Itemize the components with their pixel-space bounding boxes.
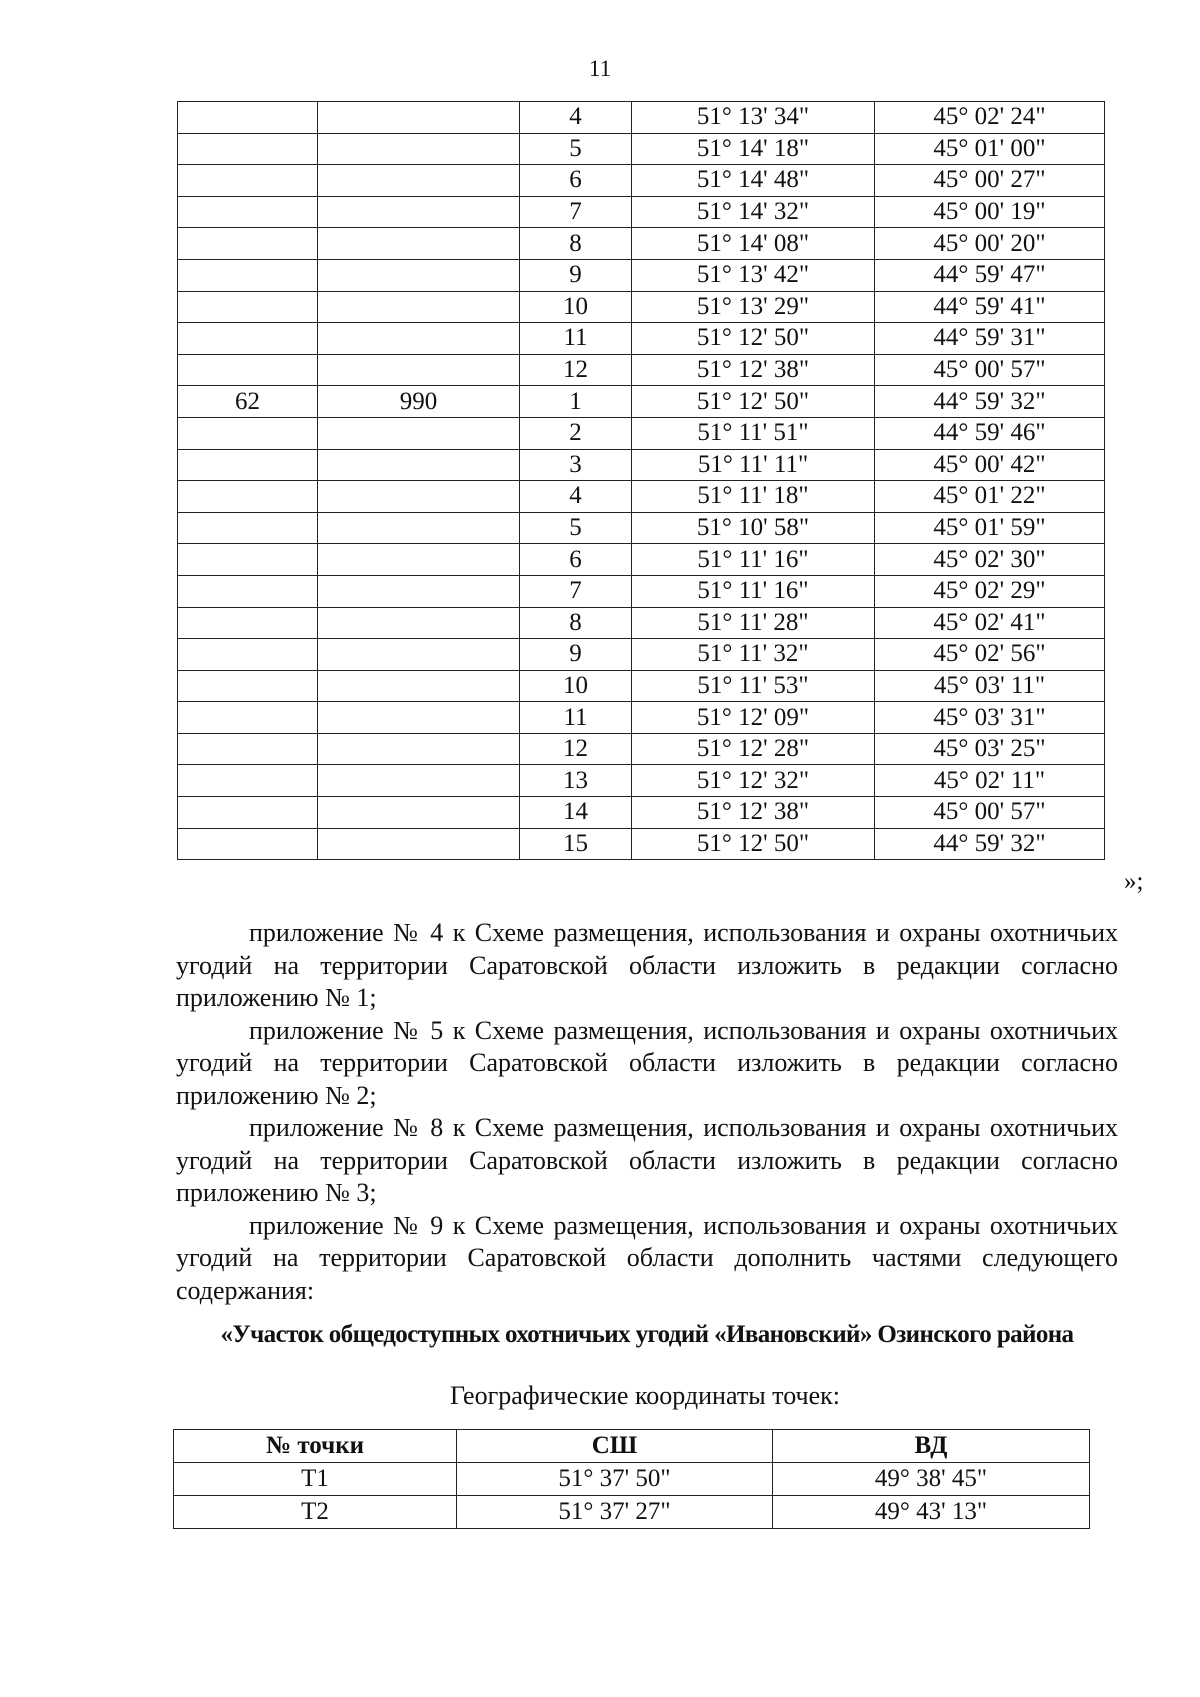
point-number-cell: 10: [520, 670, 632, 702]
table-row: [178, 228, 1105, 260]
point-number-cell: 5: [520, 512, 632, 544]
latitude-cell: 51° 14' 18": [632, 133, 875, 165]
point-number-cell: 1: [520, 386, 632, 418]
area-size-cell: 990: [318, 386, 520, 418]
point-number-cell: 7: [520, 575, 632, 607]
table-row: [178, 386, 1105, 418]
area-number-cell: [178, 607, 318, 639]
latitude-cell: 51° 12' 28": [632, 733, 875, 765]
longitude-cell: 45° 02' 30": [875, 544, 1105, 576]
point-number-cell: 13: [520, 765, 632, 797]
area-number-cell: [178, 354, 318, 386]
area-size-cell: [318, 133, 520, 165]
table-row: [178, 102, 1105, 134]
latitude-cell: 51° 11' 18": [632, 481, 875, 513]
latitude-cell: 51° 11' 28": [632, 607, 875, 639]
longitude-cell: 45° 03' 25": [875, 733, 1105, 765]
points-table: [173, 1429, 1090, 1529]
longitude-cell: 45° 03' 11": [875, 670, 1105, 702]
longitude-cell: 45° 00' 20": [875, 228, 1105, 260]
area-number-cell: [178, 196, 318, 228]
point-number-cell: 4: [520, 481, 632, 513]
area-size-cell: [318, 670, 520, 702]
table-row: [178, 639, 1105, 671]
point-id: Т2: [174, 1496, 457, 1529]
area-size-cell: [318, 639, 520, 671]
longitude-cell: 44° 59' 32": [875, 386, 1105, 418]
longitude-cell: 45° 01' 00": [875, 133, 1105, 165]
point-latitude: 51° 37' 50": [457, 1463, 773, 1496]
header-point-number: № точки: [174, 1430, 457, 1463]
area-number-cell: [178, 670, 318, 702]
area-number-cell: [178, 323, 318, 355]
area-size-cell: [318, 733, 520, 765]
area-size-cell: [318, 828, 520, 860]
table-row: [178, 354, 1105, 386]
latitude-cell: 51° 12' 32": [632, 765, 875, 797]
area-size-cell: [318, 228, 520, 260]
area-size-cell: [318, 102, 520, 134]
area-number-cell: [178, 544, 318, 576]
section-title: «Участок общедоступных охотничьих угодий «Ивановский» Озинского района: [220, 1321, 1074, 1348]
point-latitude: 51° 37' 27": [457, 1496, 773, 1529]
header-longitude: ВД: [773, 1430, 1090, 1463]
area-number-cell: [178, 702, 318, 734]
latitude-cell: 51° 10' 58": [632, 512, 875, 544]
area-size-cell: [318, 481, 520, 513]
table-row: [178, 828, 1105, 860]
latitude-cell: 51° 12' 38": [632, 354, 875, 386]
point-number-cell: 14: [520, 797, 632, 829]
area-number-cell: 62: [178, 386, 318, 418]
area-number-cell: [178, 481, 318, 513]
point-longitude: 49° 43' 13": [773, 1496, 1090, 1529]
area-number-cell: [178, 512, 318, 544]
longitude-cell: 45° 03' 31": [875, 702, 1105, 734]
table-row: [178, 512, 1105, 544]
page-number: 11: [588, 56, 612, 81]
area-size-cell: [318, 765, 520, 797]
area-size-cell: [318, 575, 520, 607]
point-number-cell: 4: [520, 102, 632, 134]
area-size-cell: [318, 165, 520, 197]
area-size-cell: [318, 449, 520, 481]
point-number-cell: 15: [520, 828, 632, 860]
area-size-cell: [318, 512, 520, 544]
latitude-cell: 51° 12' 50": [632, 386, 875, 418]
point-number-cell: 11: [520, 702, 632, 734]
area-number-cell: [178, 639, 318, 671]
area-number-cell: [178, 228, 318, 260]
latitude-cell: 51° 11' 11": [632, 449, 875, 481]
area-number-cell: [178, 733, 318, 765]
area-number-cell: [178, 133, 318, 165]
longitude-cell: 45° 00' 42": [875, 449, 1105, 481]
point-number-cell: 2: [520, 417, 632, 449]
area-number-cell: [178, 291, 318, 323]
table-row: [178, 417, 1105, 449]
table-row: [178, 259, 1105, 291]
table-row: [178, 733, 1105, 765]
header-latitude: СШ: [457, 1430, 773, 1463]
paragraph-appendix-9: приложение № 9 к Схеме размещения, использования и охраны охотничьих угодий на территории Саратовской области дополнить частями следующего содержания:: [176, 1210, 1118, 1305]
area-size-cell: [318, 259, 520, 291]
latitude-cell: 51° 11' 51": [632, 417, 875, 449]
latitude-cell: 51° 14' 48": [632, 165, 875, 197]
latitude-cell: 51° 13' 34": [632, 102, 875, 134]
area-number-cell: [178, 165, 318, 197]
point-number-cell: 6: [520, 544, 632, 576]
latitude-cell: 51° 14' 32": [632, 196, 875, 228]
area-number-cell: [178, 828, 318, 860]
table-row: [178, 607, 1105, 639]
closing-quote-mark: »;: [1124, 868, 1144, 895]
longitude-cell: 44° 59' 41": [875, 291, 1105, 323]
longitude-cell: 44° 59' 47": [875, 259, 1105, 291]
latitude-cell: 51° 11' 16": [632, 575, 875, 607]
table-row: [178, 481, 1105, 513]
table-row: [178, 133, 1105, 165]
table-row: [178, 702, 1105, 734]
point-longitude: 49° 38' 45": [773, 1463, 1090, 1496]
paragraph-appendix-5: приложение № 5 к Схеме размещения, использования и охраны охотничьих угодий на территории Саратовской области изложить в редакции согласно приложению № 2;: [176, 1015, 1118, 1110]
area-number-cell: [178, 575, 318, 607]
latitude-cell: 51° 13' 29": [632, 291, 875, 323]
point-id: Т1: [174, 1463, 457, 1496]
point-number-cell: 12: [520, 733, 632, 765]
point-number-cell: 7: [520, 196, 632, 228]
table-row: [178, 196, 1105, 228]
table-row: [178, 575, 1105, 607]
longitude-cell: 45° 01' 22": [875, 481, 1105, 513]
area-size-cell: [318, 354, 520, 386]
area-size-cell: [318, 291, 520, 323]
point-number-cell: 12: [520, 354, 632, 386]
longitude-cell: 45° 02' 24": [875, 102, 1105, 134]
point-number-cell: 9: [520, 639, 632, 671]
latitude-cell: 51° 12' 09": [632, 702, 875, 734]
area-number-cell: [178, 417, 318, 449]
longitude-cell: 45° 00' 27": [875, 165, 1105, 197]
longitude-cell: 45° 02' 29": [875, 575, 1105, 607]
area-size-cell: [318, 323, 520, 355]
table-row: [178, 291, 1105, 323]
latitude-cell: 51° 11' 32": [632, 639, 875, 671]
area-size-cell: [318, 607, 520, 639]
latitude-cell: 51° 12' 50": [632, 323, 875, 355]
longitude-cell: 45° 00' 57": [875, 354, 1105, 386]
longitude-cell: 45° 00' 57": [875, 797, 1105, 829]
longitude-cell: 44° 59' 32": [875, 828, 1105, 860]
latitude-cell: 51° 12' 50": [632, 828, 875, 860]
area-number-cell: [178, 449, 318, 481]
coordinates-caption: Географические координаты точек:: [450, 1381, 840, 1410]
longitude-cell: 45° 02' 41": [875, 607, 1105, 639]
area-number-cell: [178, 797, 318, 829]
longitude-cell: 45° 02' 56": [875, 639, 1105, 671]
latitude-cell: 51° 11' 16": [632, 544, 875, 576]
point-number-cell: 5: [520, 133, 632, 165]
area-number-cell: [178, 102, 318, 134]
area-size-cell: [318, 797, 520, 829]
area-size-cell: [318, 196, 520, 228]
table-row: [178, 670, 1105, 702]
latitude-cell: 51° 13' 42": [632, 259, 875, 291]
point-number-cell: 9: [520, 259, 632, 291]
area-number-cell: [178, 259, 318, 291]
table-row: [174, 1463, 1090, 1496]
area-size-cell: [318, 417, 520, 449]
point-number-cell: 10: [520, 291, 632, 323]
paragraph-appendix-8: приложение № 8 к Схеме размещения, использования и охраны охотничьих угодий на территории Саратовской области изложить в редакции согласно приложению № 3;: [176, 1113, 1118, 1207]
table-row: [178, 449, 1105, 481]
point-number-cell: 8: [520, 228, 632, 260]
paragraph-appendix-4: приложение № 4 к Схеме размещения, использования и охраны охотничьих угодий на территории Саратовской области изложить в редакции согласно приложению № 1;: [176, 918, 1118, 1012]
area-number-cell: [178, 765, 318, 797]
latitude-cell: 51° 11' 53": [632, 670, 875, 702]
points-table-header-row: [174, 1430, 1090, 1463]
table-row: [178, 544, 1105, 576]
point-number-cell: 3: [520, 449, 632, 481]
longitude-cell: 45° 02' 11": [875, 765, 1105, 797]
longitude-cell: 44° 59' 31": [875, 323, 1105, 355]
amendment-text: [176, 917, 1118, 1307]
area-size-cell: [318, 544, 520, 576]
table-row: [178, 797, 1105, 829]
point-number-cell: 8: [520, 607, 632, 639]
table-row: [174, 1496, 1090, 1529]
coordinates-table-body: [178, 102, 1105, 860]
latitude-cell: 51° 12' 38": [632, 797, 875, 829]
area-size-cell: [318, 702, 520, 734]
latitude-cell: 51° 14' 08": [632, 228, 875, 260]
coordinates-table: [177, 101, 1105, 860]
table-row: [178, 165, 1105, 197]
point-number-cell: 6: [520, 165, 632, 197]
table-row: [178, 765, 1105, 797]
longitude-cell: 45° 00' 19": [875, 196, 1105, 228]
longitude-cell: 44° 59' 46": [875, 417, 1105, 449]
longitude-cell: 45° 01' 59": [875, 512, 1105, 544]
table-row: [178, 323, 1105, 355]
point-number-cell: 11: [520, 323, 632, 355]
